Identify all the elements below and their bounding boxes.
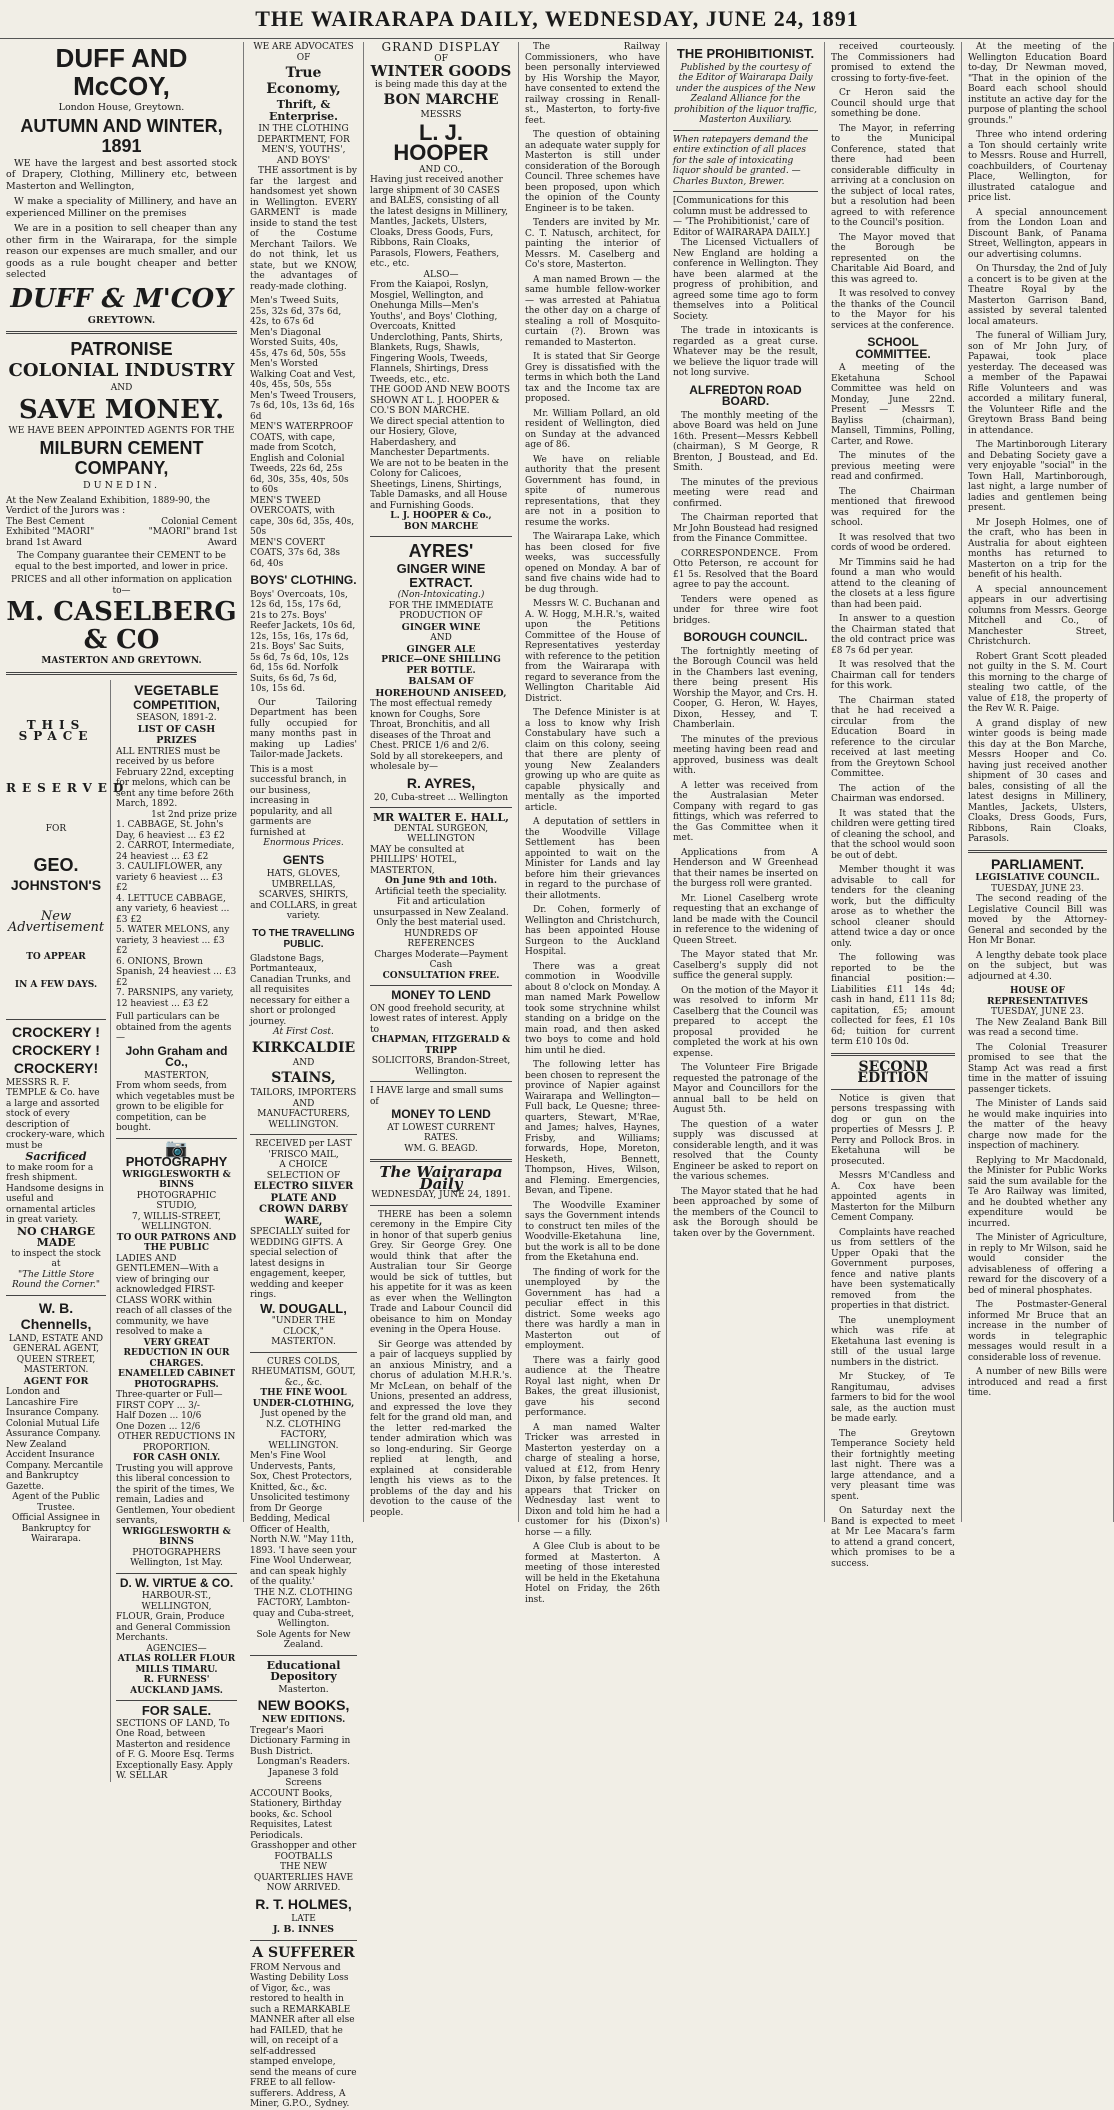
competition-heading: COMPETITION,	[133, 697, 220, 712]
liquor-trade: The trade in intoxicants is regarded as a great curse. Whatever may be the result, we believe the liquor trade will not long survive.	[673, 326, 818, 378]
news-arrest: A man named Brown — the same humble fellow-worker — was arrested at Pahiatua the other day on a charge of stealing a roll of Mosquito-curtain (?). Brown was remanded to Masterton.	[525, 274, 660, 348]
winter-goods-heading: WINTER GOODS	[370, 62, 512, 80]
prize-2: 3. CAULIFLOWER, any variety 6 heaviest ... £3 £2	[116, 862, 223, 893]
patronise-heading: PATRONISE	[70, 339, 173, 359]
underwear-text: Men's Fine Wool Undervests, Pants, Sox, Chest Protectors, Knitted, &c., &c.	[250, 1451, 353, 1493]
beagd-sign: WM. G. BEAGD.	[404, 1143, 478, 1154]
edu-town: Masterton.	[278, 1684, 329, 1695]
crockery-heading-2: CROCKERY !	[12, 1041, 100, 1058]
chennells-address: QUEEN STREET, MASTERTON.	[16, 1354, 96, 1375]
column-6	[825, 42, 962, 1569]
sufferer-text: FROM Nervous and Wasting Debility Loss of Vigor, &c., was restored to health in such a REMARKABLE MANNER after all else had FAILED, that he will, on receipt of a self-addressed stamped envelope, send the means of cure FREE to all fellow-sufferers. Address, A Miner, G.P.O., Sydney.	[250, 1962, 357, 2109]
borough-caselberg: Mr. Lionel Caselberg wrote requesting that an exchange of land be made with the Council in reference to the widening of Queen Street.	[673, 893, 818, 946]
news-theatre: There was a fairly good audience at the Theatre Royal last night, when Dr Bakes, the great illusionist, gave his second performance.	[525, 1355, 660, 1418]
news-glee-club: A Glee Club is about to be formed at Masterton. A meeting of those interested will be held in the Eketahuna Hotel on Friday, the 26th inst.	[525, 1542, 660, 1605]
first-copy: FIRST COPY ... 3/-	[116, 1400, 200, 1411]
ginger-wine-heading: GINGER WINE	[396, 561, 486, 576]
cash-prizes-heading: LIST OF CASH PRIZES	[137, 723, 216, 746]
johnston-label: JOHNSTON'S	[10, 876, 102, 893]
column-3	[364, 42, 519, 1522]
hosiery-text: We direct special attention to our Hosiery, Glove, Haberdashery, and Manchester Departments.	[370, 416, 505, 458]
money-heading: MONEY TO LEND	[391, 988, 491, 1002]
school-meeting: A meeting of the Eketahuna School Committee was held on Monday, June 22nd. Present — Messrs T. Bayliss (chairman), Mansell, Timmins, Polling, Carter, and Rowe.	[831, 363, 955, 447]
ayres-heading: AYRES'	[408, 541, 474, 561]
tailoring-text: Our Tailoring Department has been fully occupied for many months past in making up Ladies' Tailor-made Jackets.	[250, 697, 357, 760]
large-sums-text: I HAVE large and small sums of	[370, 1086, 504, 1107]
school-timmins: Mr Timmins said he had found a man who would attend to the cleaning of the closets at a less figure than had been paid.	[831, 557, 955, 610]
news-unemployed: The finding of work for the unemployed by the Government has had a peculiar effect in this district. Some weeks ago there was hardly a man in Masterton out of employment.	[525, 1267, 660, 1351]
consult-text: MAY be consulted at PHILLIPS' HOTEL, MASTERTON,	[370, 844, 465, 876]
news-railway-line: The Woodville Examiner says the Government intends to construct ten miles of the Woodville-Eketahuna line, but the work is all to be done from the Eketahuna end.	[525, 1200, 660, 1263]
prize-1: 2. CARROT, Intermediate, 24 heaviest ... £3 £2	[116, 841, 235, 862]
money-heading-2: MONEY TO LEND	[391, 1107, 491, 1121]
flour-text: FLOUR, Grain, Produce and General Commission Merchants.	[116, 1612, 231, 1643]
news-petition: Messrs W. C. Buchanan and A. W. Hogg, M.H.R.'s, waited upon the Petitions Committee of the House of Representatives yesterday with reference to the petition from the Wairarapa with regard to severance from the Wellington Charitable Aid District.	[525, 599, 660, 704]
testimony-text: Unsolicited testimony from Dr George Bedding, Medical Officer of Health, North N.W. "May 11th, 1893. 'I have seen your Fine Wool Underwear, and can speak highly of the quality.'	[250, 1493, 357, 1587]
electro-heading: ELECTRO SILVER PLATE AND CROWN DARBY WARE,	[253, 1181, 354, 1227]
holmes-heading: R. T. HOLMES,	[255, 1895, 352, 1912]
award-right: Colonial Cement "MAORI" brand 1st Award	[148, 516, 237, 548]
communications-note: [Communications for this column must be addressed to — 'The Prohibitionist,' care of Editor of WAIRARAPA DAILY.]	[673, 196, 810, 238]
nz-agents: Sole Agents for New Zealand.	[256, 1629, 351, 1650]
and-text: AND	[110, 383, 133, 393]
caselberg-heading: M. CASELBERG & CO	[6, 597, 237, 655]
gladstone-text: Gladstone Bags, Portmanteaux, Canadian Trunks, and all requisites necessary for either a short or prolonged journey.	[250, 953, 351, 1027]
educational-heading: Educational Depository	[266, 1658, 341, 1683]
news-football: The following letter has been chosen to represent the province of Napier against Wairarapa and Wellington—Full back, Le Quesne; three-quarters, Stewart, M'Rae, and James; halves, Haynes, Frisby, and Williams; forwards, Hope, Moreton, Hesketh, Bennett, Thompson, Hives, Wilson, and Fleming. Emergencies, Bevan, and Tipene.	[525, 1060, 660, 1196]
house-date: TUESDAY, JUNE 23.	[991, 1007, 1084, 1017]
and-co-label: AND CO.,	[419, 164, 463, 175]
column-7	[962, 42, 1114, 1522]
gents-heading: GENTS	[282, 852, 325, 867]
leader-para-1: THERE has been a solemn ceremony in the Empire City in honor of that superb genius Grey. Sir George Grey. One would think that after the Australian tour Sir George would be sick of tuttles, but his appetite for it was as keen as ever when the Wellington Trade and Labour Council did obeisance to him on Monday evening in the Opera House.	[370, 1209, 512, 1335]
extract-heading: EXTRACT.	[409, 574, 473, 590]
funeral-text: The funeral of William Jury, son of Mr John Jury, of Papawai, took place yesterday. The deceased was a member of the Papawai Rifle Volunteers and was accorded a military funeral, the Volunteer Rifle and the Greytown Brass Band being in attendance.	[968, 331, 1107, 436]
and-label: AND	[430, 633, 452, 643]
alfredton-tenders: Tenders were opened as under for three wire foot bridges.	[673, 594, 818, 626]
half-dozen: Half Dozen ... 10/6	[116, 1411, 202, 1421]
season-label: SEASON, 1891-2.	[136, 713, 217, 723]
school-minutes: The minutes of the previous meeting were read and confirmed.	[831, 451, 955, 482]
news-lake: The Wairarapa Lake, which has been closed for five weeks, was successfully opened on Monday. A bar of sand five chains wide had to be dug through.	[525, 532, 660, 595]
award-row	[6, 517, 237, 549]
reduction-heading: VERY GREAT REDUCTION IN OUR CHARGES.	[123, 1337, 230, 1369]
prize-header: 1st 2nd prize prize	[151, 809, 237, 820]
crockery-heading-1: CROCKERY !	[12, 1023, 100, 1040]
assortment-text: THE assortment is by far the largest and handsomest yet shown in Wellington. EVERY GARMENT is made inside to stand the test of the Costume Merchant Tailors. We do not think, let us state, but we KNOW, the advantages of ready-made clothing.	[250, 166, 357, 292]
make-room-text: to make room for a fresh shipment. Handsome designs in useful and ornamental articles in great variety.	[6, 1162, 104, 1225]
clothing-dept: IN THE CLOTHING DEPARTMENT, FOR MEN'S, YOUTHS', AND BOYS'	[257, 124, 350, 166]
column-2	[244, 42, 364, 2109]
school-cleaning: It was stated that the children were getting tired of cleaning the school, and that the school would soon be out of debt.	[831, 808, 955, 861]
eketahuna-unemployed: The unemployment which was rife at Eketahuna last evening is still of the usual large numbers in the district.	[831, 1315, 955, 1368]
patrons-heading: TO OUR PATRONS AND THE PUBLIC	[116, 1232, 237, 1253]
studio-street: 7, WILLIS-STREET, WELLINGTON.	[132, 1211, 221, 1232]
japanese-text: Japanese 3 fold Screens	[268, 1767, 339, 1788]
veg-heading: VEGETABLE	[134, 681, 219, 698]
trustee-text: Agent of the Public Trustee.	[12, 1492, 100, 1513]
new-editions: NEW EDITIONS.	[261, 1715, 346, 1725]
bon-marche-notice: A grand display of new winter goods is being made this day at the Bon Marche, Messrs Hooper and Co. having just received another shipment of 30 cases and bales, consisting of all the latest designs in Millinery, Mantles, Jackets, Ulsters, Cloaks, Dress Goods, Furs, Ribbons, Rain Cloaks, Parasols.	[968, 718, 1107, 844]
borough-motion: On the motion of the Mayor it was resolved to inform Mr Caselberg that the Council was prepared to accept the proposal provided he completed the work at his own expense.	[673, 985, 818, 1059]
ladies-text: LADIES AND GENTLEMEN—With a view of bringing our acknowledged FIRST-CLASS WORK within reach of all classes of the community, we have resolved to make a	[116, 1253, 232, 1337]
borough-meeting: The fortnightly meeting of the Borough Council was held in the Chambers last evening, there being present His Worship the Mayor, and Crs. H. Cooper, G. Heron, W. Hayes, Dixon, Hessey, and T. Chamberlain.	[673, 646, 818, 730]
news-cohen: Dr. Cohen, formerly of Wellington and Christchurch, has been appointed House Surgeon to the Auckland Hospital.	[525, 905, 660, 957]
one-dozen: One Dozen ... 12/6	[116, 1421, 201, 1432]
for-sale-heading: FOR SALE.	[141, 1703, 212, 1718]
house-phosphates: The Minister of Agriculture, in reply to Mr Wilson, said he would consider the advisableness of offering a reward for the discovery of a bed of mineral phosphates.	[968, 1233, 1107, 1296]
column-1	[0, 42, 244, 1781]
dental-label: DENTAL SURGEON,	[393, 823, 489, 834]
news-railway: The Railway Commissioners, who have been personally interviewed by His Worship the Mayor, have consented to extend the railway crossing in Renall-st., Masterton, to forty-five feet.	[525, 42, 660, 126]
house-te-aro: Replying to Mr Macdonald, the Minister for Public Works said the sum available for the Te Aro Railway was limited, and he doubted whether any expenditure would be incurred.	[968, 1155, 1107, 1229]
suit-price-2: Men's Diagonal Worsted Suits, 40s, 45s, 47s 6d, 50s, 55s	[250, 327, 346, 359]
column-4	[519, 42, 667, 1605]
news-woodville-commotion: There was a great commotion in Woodville about 8 o'clock on Monday. A man named Mark Powellow took some strychnine whilst standing on a bridge on the main road, and then asked two boys to come and hold him until he died.	[525, 961, 660, 1056]
mitchell-text: A special announcement appears in our advertising columns from Messrs. George Mitchell and Co., of Manchester Street, Christchurch.	[968, 584, 1107, 647]
geo-johnston-block	[6, 680, 130, 1782]
sufferer-heading: A SUFFERER	[252, 1944, 355, 1961]
news-tricker: A man named Walter Tricker was arrested in Masterton yesterday on a charge of stealing a horse, valued at £12, from Henry Dixon, by false pretences. It appears that Tricker on Wednesday last went to Dixon and told him he had a customer for his (Dixon's) horse — a filly.	[525, 1422, 660, 1538]
quarterlies-text: THE NEW QUARTERLIES HAVE NOW ARRIVED.	[253, 1862, 354, 1893]
house-bank-bill: The New Zealand Bank Bill was read a second time.	[968, 1017, 1107, 1038]
stock-text: WE have the largest and best assorted stock of Drapery, Clothing, Millinery etc, between Masterton and Wellington,	[6, 157, 237, 192]
hooper-heading: L. J. HOOPER	[393, 119, 489, 165]
first-cost-text: At First Cost.	[273, 1027, 334, 1037]
of-label: OF	[434, 53, 448, 64]
innes-label: J. B. INNES	[273, 1924, 334, 1935]
nz-cf-address: THE N.Z. CLOTHING FACTORY, Lambton-quay and Cuba-street, Wellington.	[252, 1587, 355, 1629]
graham-heading: John Graham and Co.,	[125, 1043, 228, 1069]
cement-agents: Messrs M'Candless and A. Cox have been appointed agents in Masterton for the Milburn Cement Company.	[831, 1171, 955, 1223]
rates-text: AT LOWEST CURRENT RATES.	[387, 1122, 495, 1143]
buxton-quote: When ratepayers demand the entire extinction of all places for the sale of intoxicating liquor should be granted. —Charles Buxton, Brewer.	[673, 134, 809, 187]
borough-applications: Applications from A Henderson and W Greenhead that their names be inserted on the burgess roll were granted.	[673, 847, 818, 889]
assignee-text: Official Assignee in Bankruptcy for Wairarapa.	[11, 1513, 101, 1544]
this-space: THIS SPACE	[18, 717, 94, 743]
teeth-text: Artificial teeth the speciality.	[375, 886, 507, 897]
sacrificed-label: Sacrificed	[25, 1150, 87, 1163]
enamelled-heading: ENAMELLED CABINET PHOTOGRAPHS.	[117, 1369, 236, 1390]
non-intox: (Non-Intoxicating.)	[397, 590, 485, 600]
alfredton-corr: CORRESPONDENCE. From Otto Peterson, re account for £1 5s. Resolved that the Board agree to pay the account.	[673, 548, 818, 590]
nz-factory-text: Just opened by the N.Z. CLOTHING FACTORY, WELLINGTON.	[260, 1409, 347, 1451]
borough-gas: The Mayor stated that he had been approached by some of the members of the Council to ask the Borough should be taken over by the Government.	[673, 1186, 818, 1239]
new-books-heading: NEW BOOKS,	[257, 1697, 350, 1713]
trespass-notice: Notice is given that persons trespassing with dog or gun on the properties of Messrs J. P. Perry and Pollock Bros. in Eketahuna will be prosecuted.	[831, 1093, 955, 1167]
consultation-text: CONSULTATION FREE.	[382, 970, 500, 981]
school-cords: It was resolved that two cords of wood be ordered.	[831, 532, 955, 553]
balsam-heading: BALSAM OF HOREHOUND ANISEED,	[375, 676, 507, 699]
graham-town: MASTERTON,	[144, 1070, 209, 1081]
position-text: We are in a position to sell cheaper than any other firm in the Wairarapa, for the simple reason our expenses are much smaller, and our goods as a rule bought cheaper and better selected	[6, 223, 237, 280]
house-machinery: The Minister of Lands said he would make inquiries into the matter of the heavy charge now made for the inspection of machinery.	[968, 1099, 1107, 1151]
for-label: FOR	[45, 824, 67, 834]
reserved-label: RESERVED	[6, 780, 130, 795]
legislative-heading: LEGISLATIVE COUNCIL.	[975, 873, 1100, 883]
alfredton-meeting: The monthly meeting of the above Board was held on June 16th. Present—Messrs Kebbell (chairman), S M George, R Brenton, J Boustead, and Ed. Smith.	[673, 410, 818, 473]
duff-mccoy-subtitle: London House, Greytown.	[58, 102, 185, 113]
award-left: The Best Cement Exhibited "MAORI" brand 1st Award	[6, 516, 95, 548]
bon-sign: BON MARCHE	[404, 521, 478, 532]
sections-text: SECTIONS OF LAND, To One Road, between Masterton and residence of F. G. Moore Esq. Terms Exceptionally Easy. Apply W. SELLAR	[116, 1718, 235, 1781]
dunedin-text: DUNEDIN.	[83, 480, 160, 491]
temperance-text: The Greytown Temperance Society held their fortnightly meeting last night. There was a large attendance, and a very pleasant time was spent.	[831, 1428, 955, 1502]
masthead: THE WAIRARAPA DAILY, WEDNESDAY, JUNE 24, 1891	[0, 0, 1114, 39]
new-advertisement: New Advertisement	[7, 908, 105, 935]
sole-text: We are not to be beaten in the Colony for Calicoes, Sheetings, Linens, Shirtings, Table Damasks, and all House and Furnishing Goods.	[370, 458, 509, 511]
school-firewood: The Chairman mentioned that firewood was required for the school.	[831, 486, 955, 528]
tregear-text: Tregear's Maori Dictionary Farming in Bush District.	[250, 1725, 351, 1757]
being-made: is being made this day at the	[374, 79, 508, 90]
suit-price-1: Men's Tweed Suits, 25s, 32s 6d, 37s 6d, 42s, to 67s 6d	[250, 296, 342, 327]
leader-para-2: Sir George was attended by a pair of lacqueys supplied by an anxious Ministry, and a chorus of adulation M.H.R.'s. Mr McLean, on behalf of the Unions, presented an address, and expressed the love they felt for the grand old man, and the letter red-marked the tender admiration which was so long-enduring. Sir George replied at length, and explained at considerable length his views as to the problems of the day and his devotion to the cause of the people.	[370, 1339, 512, 1518]
suit-price-5: MEN'S WATERPROOF COATS, with cape, made from Scotch, English and Colonial Tweeds, 22s 6d, 25s 6d, 30s, 35s, 40s, 50s to 60s	[250, 422, 354, 495]
caselberg-town: MASTERTON AND GREYTOWN.	[41, 656, 202, 666]
save-money-heading: SAVE MONEY.	[18, 394, 225, 425]
late-label: LATE	[291, 1913, 316, 1924]
grass-text: Grasshopper and other FOOTBALLS	[250, 1841, 357, 1862]
suit-price-4: Men's Tweed Trousers, 7s 6d, 10s, 13s 6d, 16s 6d	[250, 390, 357, 422]
price-label: PRICE—ONE SHILLING PER BOTTLE.	[381, 655, 501, 676]
news-defence: The Defence Minister is at a loss to know why Irish Constabulary have such a claim on this colony, seeing that there are plenty of young New Zealanders growing up who are quite as capable physically and mentally as the imported article.	[525, 708, 660, 813]
prize-0: 1. CABBAGE, St. John's Day, 6 heaviest ... £3 £2	[116, 820, 225, 841]
alfredton-heading: ALFREDTON ROAD BOARD.	[689, 382, 802, 408]
guarantee-text: The Company guarantee their CEMENT to be equal to the best imported, and lower in price.	[15, 551, 228, 572]
lc-second-reading: The second reading of the Legislative Council Bill was moved by the Attorney-General and seconded by the Hon Mr Bonar.	[968, 894, 1107, 946]
atlas-text: ATLAS ROLLER FLOUR MILLS TIMARU.	[117, 1654, 236, 1675]
hall-heading: MR WALTER E. HALL,	[373, 811, 509, 824]
secured-text: Having just received another large shipment of 30 CASES and BALES, consisting of all the latest designs in Millinery, Mantles, Jackets, Ulsters, Cloaks, Dress Goods, Furs, Ribbons, Rain Cloaks, Parasols, Flowers, Feathers, etc., etc.	[370, 175, 508, 269]
news-works: We have on reliable authority that the present Government has found, in spite of numerous representations, that they are not in a position to resume the works.	[525, 454, 660, 528]
material-text: Only the best material used.	[376, 918, 506, 928]
bon-marche-heading: BON MARCHE	[383, 92, 499, 108]
crockery-heading-3: CROCKERY!	[13, 1059, 99, 1076]
news-pollard: Mr. William Pollard, an old resident of Wellington, died on Sunday at the advanced age of 86.	[525, 408, 660, 450]
house-stamp-act: The Colonial Treasurer promised to see that the Stamp Act was read a first time in the matter of issuing passenger tickets.	[968, 1042, 1107, 1095]
suit-price-3: Men's Worsted Walking Coat and Vest, 40s, 45s, 50s, 55s	[250, 359, 356, 390]
kaiapoi-text: From the Kaiapoi, Roslyn, Mosgiel, Wellington, and Onehunga Mills—Men's Youths', and Boys' Clothing, Overcoats, Knitted Underclothing, Pants, Shirts, Blankets, Rugs, Shawls, Fingering Wools, Tweeds, Flannels, Shirtings, Dress Tweeds, etc., etc.	[370, 280, 503, 385]
dougall-town: MASTERTON.	[271, 1337, 336, 1347]
education-board: At the meeting of the Wellington Education Board to-day, Dr Newman moved, "That in the opinion of the Board each school should institute an active day for the purpose of planting the school grounds."	[968, 42, 1107, 126]
duff-mccoy-logo: DUFF & M'COY	[10, 283, 233, 314]
school-circular: The Chairman stated that he had received a circular from the Education Board in reference to the circular received at last meeting from the Greytown School Committee.	[831, 695, 955, 779]
fit-text: Fit and articulation unsurpassed in New Zealand.	[373, 897, 509, 918]
dougall-heading: W. DOUGALL,	[260, 1300, 347, 1316]
balsam-text: The most effectual remedy known for Coughs, Sore Throat, Bronchitis, and all diseases of the Throat and Chest. PRICE 1/6 and 2/6. Sold by all storekeepers, and wholesale by—	[370, 699, 503, 772]
geo-label: GEO.	[33, 854, 79, 875]
borough-mayor: The Mayor stated that Mr. Caselberg's supply did not suffice the general supply.	[673, 950, 818, 981]
exhibition-text: At the New Zealand Exhibition, 1889-90, the Verdict of the Jurors was :	[6, 495, 211, 516]
thanks-text: It was resolved to convey the thanks of the Council to the Mayor for his services at the conference.	[831, 289, 955, 331]
solicitors-text: SOLICITORS, Brandon-Street, Wellington.	[371, 1056, 511, 1077]
studio-label: PHOTOGRAPHIC STUDIO,	[136, 1190, 217, 1211]
vegetable-competition-block	[111, 680, 237, 1782]
longman-text: Longman's Readers.	[257, 1757, 350, 1767]
cuba-address: 20, Cuba-street ... Wellington	[373, 792, 508, 803]
tailors-text: TAILORS, IMPORTERS AND MANUFACTURERS, WELLINGTON.	[250, 1088, 357, 1130]
agent-for-label: AGENT FOR	[23, 1375, 89, 1387]
chennells-land: LAND, ESTATE AND GENERAL AGENT,	[8, 1333, 104, 1354]
prize-4: 5. WATER MELONS, any variety, 3 heaviest ... £3 £2	[116, 925, 230, 956]
school-tenders: It was resolved that the Chairman call for tenders for this work.	[831, 660, 955, 691]
wriggle-name: WRIGGLESWORTH & BINNS	[122, 1169, 231, 1190]
paper-nameplate: The Wairarapa Daily	[379, 1163, 503, 1193]
virtue-heading: D. W. VIRTUE & CO.	[119, 1575, 234, 1590]
borough-letter: A letter was received from the Australasian Meter Company with regard to gas fittings, which was referred to the Gas Committee when it met.	[673, 780, 818, 843]
camera-icon: 📷	[165, 1137, 188, 1159]
trusting-text: Trusting you will approve this liberal concession to the spirit of the times, We remain, Ladies and Gentlemen, Your obedient servants,	[116, 1463, 235, 1526]
boys-clothing-text: Boys' Overcoats, 10s, 12s 6d, 15s, 17s 6d, 21s to 27s. Boys' Reefer Jackets, 10s 6d, 12s, 15s, 16s, 17s 6d, 21s. Boys' Sac Suits, 5s 6d, 7s 6d, 10s, 12s 6d, 15s 6d. Norfolk Suits, 6s 6d, 7s 6d, 10s, 15s 6d.	[250, 589, 356, 694]
thrift-heading: Thrift, & Enterprise.	[269, 98, 338, 123]
lc-date: TUESDAY, JUNE 23.	[991, 883, 1084, 894]
borough-water: The question of a water supply was discussed at considerable length, and it was resolved that the County Engineer be asked to report on the various schemes.	[673, 1119, 818, 1182]
wgtn-label: WELLINGTON	[407, 834, 475, 844]
other-reductions: OTHER REDUCTIONS IN PROPORTION.	[117, 1432, 236, 1453]
for-production: FOR THE IMMEDIATE PRODUCTION OF	[388, 600, 494, 621]
references-text: HUNDREDS OF REFERENCES	[404, 928, 478, 949]
second-edition-heading: SECOND EDITION	[857, 1058, 929, 1086]
seeds-text: From whom seeds, from which vegetables must be grown to be eligible for competition, can be bought.	[116, 1081, 235, 1133]
licensed-victuallers: The Licensed Victuallers of New England are holding a conference in Wellington. They have been alarmed at the progress of prohibition, and agreed some time ago to form themselves into a Political Society.	[673, 238, 818, 322]
charges-text: Charges Moderate—Payment Cash	[374, 949, 508, 970]
lc-debate: A lengthy debate took place on the subject, but was adjourned at 4.30.	[968, 950, 1107, 982]
school-committee-heading: SCHOOL COMMITTEE.	[855, 335, 931, 361]
enormous-text: Enormous Prices.	[263, 838, 344, 848]
house-heading: HOUSE OF REPRESENTATIVES	[987, 986, 1088, 1007]
no-charge-label: NO CHARGE MADE	[16, 1224, 96, 1249]
agents-note: WE HAVE BEEN APPOINTED AGENTS FOR THE	[8, 425, 235, 436]
mayor-conference: The Mayor, in referring to the Municipal Conference, stated that there had been considerable difficulty in arriving at a conclusion on the subject of local rates, but a resolution had been agreed to with reference to the Council's position.	[831, 123, 955, 228]
opaki-complaints: Complaints have reached us from settlers of the Upper Opaki that the Government purposes, fence and native plants have been systematically removed from the properties in that district.	[831, 1227, 955, 1311]
house-telegraph: The Postmaster-General informed Mr Bruce that an increase in the number of words in telegraphic messages would result in a considerable loss of revenue.	[968, 1300, 1107, 1363]
coachbuilders: Three who intend ordering a Ton should certainly write to Messrs. Rouse and Hurrell, coachbuilders, of Courtenay Place, Wellington, for illustrated catalogue and price list.	[968, 130, 1107, 203]
wriggle-sign: WRIGGLESWORTH & BINNS	[122, 1526, 231, 1547]
furness-text: R. FURNESS' AUCKLAND JAMS.	[130, 1675, 223, 1696]
news-grey: It is stated that Sir George Grey is dissatisfied with the terms in which both the Land tax and the Income tax are proposed.	[525, 352, 660, 404]
prices-text: PRICES and all other information on application to—	[11, 575, 232, 596]
boys-clothing-heading: BOYS' CLOTHING.	[250, 573, 357, 587]
millinery-text: W make a speciality of Millinery, and have an experienced Milliner on the premises	[6, 196, 237, 219]
school-member: Member thought it was advisable to call for tenders for the cleaning work, but the difficulty arose as to whether the school cleaner should attend twice a day or once only.	[831, 865, 955, 949]
school-contract: In answer to a question the Chairman stated that the old contract price was £8 7s 6d per year.	[831, 614, 955, 656]
kirkcaldie-and: AND	[292, 1057, 315, 1068]
particulars-text: Full particulars can be obtained from the agents—	[116, 1012, 232, 1043]
lj-sign: L. J. HOOPER & Co.,	[390, 511, 492, 521]
prohibitionist-heading: THE PROHIBITIONIST.	[676, 46, 815, 61]
alfredton-clerk: The Chairman reported that Mr John Boustead had resigned from the Finance Committee.	[673, 513, 818, 544]
house-new-bills: A number of new Bills were introduced and read a first time.	[968, 1367, 1107, 1398]
martinborough-text: The Martinborough Literary and Debating Society gave a very enjoyable "social" in the Town Hall, Martinborough, last night, a large number of ladies and gentlemen being present.	[968, 440, 1107, 513]
band-text: On Saturday next the Band is expected to meet at Mr Lee Macara's farm to attend a grand concert, which promises to be a success.	[831, 1506, 955, 1569]
travelling-heading: TO THE TRAVELLING PUBLIC.	[252, 927, 355, 950]
kirkcaldie-heading: KIRKCALDIE	[251, 1039, 356, 1056]
duff-mccoy-town: GREYTOWN.	[87, 314, 156, 326]
gw-label: GINGER WINE	[401, 621, 481, 633]
stains-heading: STAINS,	[271, 1070, 336, 1086]
money-text: ON good freehold security, at lowest rates of interest. Apply to	[370, 1003, 508, 1035]
three-quarter: Three-quarter or Full—	[116, 1390, 223, 1400]
agency-list: London and Lancashire Fire Insurance Company. Colonial Mutual Life Assurance Company. New Zealand Accident Insurance Company. Mercantile and Bankruptcy Gazette.	[6, 1387, 104, 1492]
holmes-text: Mr Joseph Holmes, one of the craft, who has been in Australia for about eighteen months has returned to Masterton on a trip for the benefit of his health.	[968, 517, 1107, 580]
alfredton-minutes: The minutes of the previous meeting were read and confirmed.	[673, 477, 818, 509]
photographers-label: PHOTOGRAPHERS Wellington, 1st May.	[130, 1547, 223, 1568]
stuckey-text: Mr Stuckey, of Te Rangitumau, advises farmers to bid for the wool sale, as the auction must be made early.	[831, 1372, 955, 1424]
prize-3: 4. LETTUCE CABBAGE, any variety, 6 heaviest ... £3 £2	[116, 893, 230, 925]
news-tenders: Tenders are invited by Mr. C. T. Natusch, architect, for painting the interior of Messrs. M. Caselberg and Co's store, Masterton.	[525, 218, 660, 270]
virtue-address: HARBOUR-ST., WELLINGTON,	[141, 1591, 212, 1612]
ayres-sign: R. AYRES,	[406, 774, 476, 791]
commissioners-text: received courteously. The Commissioners had promised to extend the crossing to forty-five-feet.	[831, 42, 955, 84]
frisco-text: RECEIVED per LAST 'FRISCO MAIL,	[255, 1139, 352, 1160]
grand-display-heading: GRAND DISPLAY	[381, 40, 501, 54]
account-text: ACCOUNT Books, Stationery, Birthday books, &c. School Requisites, Latest Periodicals.	[250, 1788, 342, 1841]
colonial-industry-heading: COLONIAL INDUSTRY	[8, 360, 235, 381]
success-text: This is a most successful branch, in our business, increasing in popularity, and all garments are furnished at	[250, 764, 347, 838]
heron-text: Cr Heron said the Council should urge that something be done.	[831, 88, 955, 119]
loan-bank: A special announcement from the London Loan and Discount Bank, of Panama Street, Wellington, appears in our advertising columns.	[968, 207, 1107, 260]
boots-text: THE GOOD AND NEW BOOTS SHOWN AT L. J. HOOPER & CO.'S BON MARCHE.	[370, 385, 511, 416]
parliament-heading: PARLIAMENT.	[990, 855, 1085, 872]
also-label: ALSO—	[423, 269, 459, 280]
photography-heading: PHOTOGRAPHY	[125, 1154, 228, 1169]
paper-date: WEDNESDAY, JUNE 24, 1891.	[371, 1190, 511, 1200]
few-days: IN A FEW DAYS.	[14, 980, 98, 990]
suit-price-6: MEN'S TWEED OVERCOATS, with cape, 30s 6d, 35s, 40s, 50s	[250, 495, 355, 537]
column-5	[667, 42, 825, 1522]
agencies-label: AGENCIES—	[146, 1643, 207, 1654]
inspect-text: to inspect the stock at	[11, 1248, 101, 1269]
robert-scott-text: Robert Grant Scott pleaded not guilty in the S. M. Court this morning to the charge of stealing two cattle, of the value of £18, the property of the Rev W. R. Paige.	[968, 651, 1107, 714]
suit-price-7: MEN'S COVERT COATS, 37s 6d, 38s 6d, 40s	[250, 537, 341, 569]
prize-6: 7. PARSNIPS, any variety, 12 heaviest ... £3 £2	[116, 988, 234, 1009]
charitable-aid: The Mayor moved that the Borough be represented on the Charitable Aid Board, and this was agreed to.	[831, 232, 955, 285]
wool-heading: THE FINE WOOL UNDER-CLOTHING,	[252, 1388, 355, 1409]
concert-text: On Thursday, the 2nd of July a concert is to be given at the Theatre Royal by the Masterton Garrison Band, assisted by several talented local amateurs.	[968, 264, 1107, 327]
duff-mccoy-title: DUFF AND McCOY,	[55, 43, 188, 101]
news-deputation: A deputation of settlers in the Woodville Village Settlement has been appointed to wait on the Minister for Lands and lay before him their grievances in regard to the purchase of their allotments.	[525, 817, 660, 901]
school-endorsed: The action of the Chairman was endorsed.	[831, 783, 955, 804]
chennells-heading: W. B. Chennells,	[20, 1299, 92, 1332]
cures-text: CURES COLDS, RHEUMATISM, GOUT, &c., &c.	[251, 1356, 356, 1388]
school-finance: The following was reported to be the financial position:—Liabilities £11 14s 4d; cash in hand, £11 11s 8d; capitation, £5; amount collected for fees, £1 10s 6d; tuition for current term £10 10s 0d.	[831, 953, 955, 1047]
under-clock: "UNDER THE CLOCK,"	[271, 1316, 336, 1337]
entries-text: ALL ENTRIES must be received by us before February 22nd, excepting for melons, which can be sent any time before 26th March, 1892.	[116, 746, 234, 809]
borough-volunteer: The Volunteer Fire Brigade requested the patronage of the Mayor and Councillors for the annual ball to be held on August 5th.	[673, 1063, 818, 1115]
to-appear: TO APPEAR	[26, 951, 86, 962]
prohibitionist-subtitle: Published by the courtesy of the Editor of Wairarapa Daily under the auspices of the New Zealand Alliance for the prohibition of the liquor traffic, Masterton Auxiliary.	[674, 62, 817, 125]
crockery-text: MESSRS R. F. TEMPLE & Co. have a large and assorted stock of every description of crockery-ware, which must be	[6, 1077, 105, 1151]
borough-minutes: The minutes of the previous meeting having been read and approved, business was dealt with.	[673, 734, 818, 776]
wedding-text: SPECIALLY suited for WEDDING GIFTS. A special selection of latest designs in engagement, keeper, wedding and keeper rings.	[250, 1227, 350, 1300]
little-store: "The Little Store Round the Corner."	[11, 1269, 101, 1290]
messrs-label: MESSRS	[420, 110, 462, 120]
advocates-label: WE ARE ADVOCATES OF	[253, 42, 354, 63]
season-title: AUTUMN AND WINTER, 1891	[20, 115, 223, 156]
choice-text: A CHOICE SELECTION OF	[266, 1160, 341, 1181]
milburn-heading: MILBURN CEMENT COMPANY,	[39, 438, 204, 478]
hats-text: HATS, GLOVES, UMBRELLAS, SCARVES, SHIRTS, and COLLARS, in great variety.	[250, 869, 357, 921]
prize-5: 6. ONIONS, Brown Spanish, 24 heaviest ... £3 £2	[116, 956, 237, 988]
economy-heading: True Economy,	[266, 65, 341, 97]
borough-heading: BOROUGH COUNCIL.	[683, 630, 808, 644]
chapman-sign: CHAPMAN, FITZGERALD & TRIPP	[371, 1035, 511, 1056]
dates-text: On June 9th and 10th.	[385, 876, 497, 886]
ale-label: GINGER ALE	[406, 643, 476, 655]
news-water: The question of obtaining an adequate water supply for Masterton is still under consideration of the Borough Council. Three schemes have been proposed, upon which the opinion of the County Engineer is to be taken.	[525, 130, 660, 214]
cash-only: FOR CASH ONLY.	[132, 1453, 221, 1463]
